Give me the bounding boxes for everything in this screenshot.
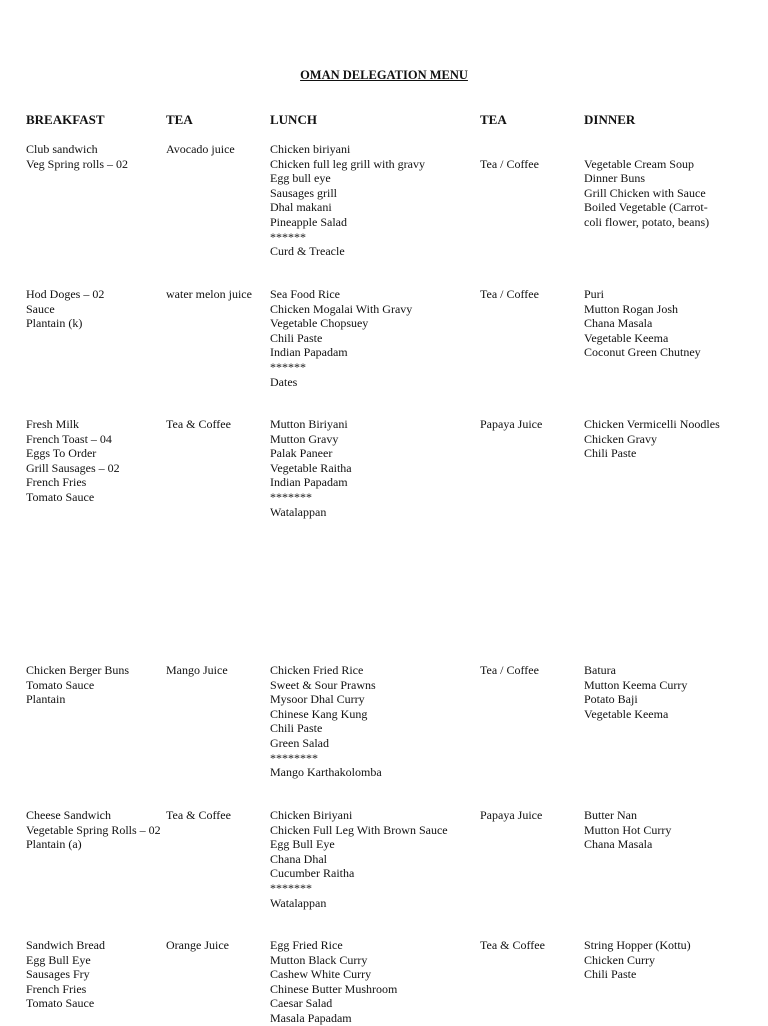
dinner-cell — [584, 287, 701, 360]
menu-item: Mutton Biriyani — [270, 417, 348, 431]
menu-item: Tomato Sauce — [26, 677, 95, 692]
menu-item: Puri — [584, 287, 605, 301]
breakfast-cell — [26, 938, 105, 1011]
menu-item: ******* — [270, 880, 312, 895]
menu-item: Mutton Keema Curry — [584, 677, 688, 692]
header-dinner: DINNER — [584, 112, 636, 127]
menu-item: Vegetable Cream Soup — [584, 156, 694, 171]
menu-item: Chinese Kang Kung — [270, 706, 368, 721]
lunch-cell — [270, 142, 425, 259]
menu-item: Cheese Sandwich — [26, 808, 111, 822]
menu-item: Chicken Berger Buns — [26, 663, 130, 677]
menu-item: Chicken Fried Rice — [270, 663, 364, 677]
afternoon-tea-cell — [480, 287, 539, 302]
menu-item: ******* — [270, 489, 312, 504]
lunch-cell — [270, 808, 448, 910]
menu-item: Hod Doges – 02 — [26, 287, 105, 301]
breakfast-cell — [26, 663, 129, 707]
menu-item: Plantain (a) — [26, 837, 82, 852]
menu-item: Pineapple Salad — [270, 214, 347, 229]
menu-item: Eggs To Order — [26, 446, 97, 461]
menu-item: Veg Spring rolls – 02 — [26, 156, 128, 171]
menu-item: Chicken Full Leg With Brown Sauce — [270, 822, 448, 837]
breakfast-cell — [26, 808, 161, 852]
menu-item: Sea Food Rice — [270, 287, 340, 301]
menu-item: Egg Bull Eye — [26, 952, 91, 967]
lunch-cell — [270, 417, 352, 519]
menu-item: Tea & Coffee — [166, 808, 231, 822]
menu-item: Cucumber Raitha — [270, 866, 355, 881]
breakfast-cell — [26, 287, 104, 331]
menu-item: Sausages grill — [270, 185, 337, 200]
menu-item: Chicken Mogalai With Gravy — [270, 301, 413, 316]
header-lunch: LUNCH — [270, 112, 317, 127]
menu-item: Mutton Black Curry — [270, 952, 368, 967]
menu-item: Mango Karthakolomba — [270, 765, 382, 780]
tea-cell — [166, 287, 252, 302]
menu-item: Coconut Green Chutney — [584, 345, 701, 360]
menu-item: coli flower, potato, beans) — [584, 214, 710, 229]
menu-item: ****** — [270, 359, 306, 374]
dinner-cell — [584, 938, 691, 982]
menu-item: Vegetable Keema — [584, 330, 669, 345]
afternoon-tea-cell — [480, 808, 542, 823]
menu-item: Watalappan — [270, 895, 327, 910]
menu-item: Tea / Coffee — [480, 156, 539, 171]
dinner-cell — [584, 417, 720, 461]
tea-cell — [166, 417, 231, 432]
menu-item: Chicken biriyani — [270, 142, 351, 156]
header-tea-1: TEA — [166, 112, 193, 127]
tea-cell — [166, 808, 231, 823]
menu-item: Indian Papadam — [270, 345, 348, 360]
afternoon-tea-cell — [480, 417, 542, 432]
menu-item: Chili Paste — [584, 967, 637, 982]
menu-item: Chicken Vermicelli Noodles — [584, 417, 720, 431]
menu-item: ****** — [270, 229, 306, 244]
menu-item: Chicken Curry — [584, 952, 655, 967]
afternoon-tea-cell — [480, 938, 545, 953]
menu-item: Chinese Butter Mushroom — [270, 981, 398, 996]
menu-item: Masala Papadam — [270, 1010, 352, 1025]
breakfast-cell — [26, 142, 128, 171]
header-tea-2: TEA — [480, 112, 507, 127]
menu-item: Fresh Milk — [26, 417, 80, 431]
menu-item: Grill Chicken with Sauce — [584, 185, 706, 200]
menu-item: Chicken Gravy — [584, 431, 657, 446]
lunch-cell — [270, 938, 397, 1026]
dinner-cell — [584, 663, 687, 721]
breakfast-cell — [26, 417, 120, 505]
menu-item: Boiled Vegetable (Carrot- — [584, 200, 708, 215]
menu-item — [480, 142, 539, 157]
menu-item: Egg Fried Rice — [270, 938, 343, 952]
menu-item: String Hopper (Kottu) — [584, 938, 691, 952]
menu-item: Plantain — [26, 692, 66, 707]
menu-item: Vegetable Raitha — [270, 460, 352, 475]
tea-cell — [166, 938, 229, 953]
menu-item: Tomato Sauce — [26, 489, 95, 504]
menu-item: Egg bull eye — [270, 171, 331, 186]
menu-item: Orange Juice — [166, 938, 229, 952]
menu-item: Cashew White Curry — [270, 967, 372, 982]
menu-item: Tea / Coffee — [480, 663, 539, 677]
menu-item: Dhal makani — [270, 200, 332, 215]
tea-cell — [166, 663, 228, 678]
menu-item: Chana Masala — [584, 837, 653, 852]
menu-item: Tea & Coffee — [166, 417, 231, 431]
menu-item: ******** — [270, 750, 318, 765]
menu-item: Plantain (k) — [26, 316, 83, 331]
tea-cell — [166, 142, 235, 157]
menu-item: Chili Paste — [584, 446, 637, 461]
lunch-cell — [270, 663, 382, 780]
menu-item: Avocado juice — [166, 142, 235, 156]
menu-item: Mutton Rogan Josh — [584, 301, 679, 316]
menu-item: Mysoor Dhal Curry — [270, 692, 365, 707]
menu-item: Palak Paneer — [270, 446, 333, 461]
menu-item: Sweet & Sour Prawns — [270, 677, 376, 692]
menu-item: Chili Paste — [270, 721, 323, 736]
menu-item: French Toast – 04 — [26, 431, 112, 446]
menu-item: Grill Sausages – 02 — [26, 460, 120, 475]
menu-item: Sauce — [26, 301, 55, 316]
afternoon-tea-cell — [480, 663, 539, 678]
menu-item: Mutton Hot Curry — [584, 822, 672, 837]
menu-item: Club sandwich — [26, 142, 98, 156]
menu-item: Dates — [270, 374, 298, 389]
menu-item: Sausages Fry — [26, 967, 90, 982]
menu-item: Chicken Biriyani — [270, 808, 353, 822]
menu-item: Curd & Treacle — [270, 244, 345, 259]
menu-item: French Fries — [26, 475, 87, 490]
menu-item: Chana Masala — [584, 316, 653, 331]
menu-item: Dinner Buns — [584, 171, 645, 186]
menu-item: Tomato Sauce — [26, 996, 95, 1011]
menu-item: Mango Juice — [166, 663, 228, 677]
afternoon-tea-cell — [480, 142, 539, 171]
menu-item: Caesar Salad — [270, 996, 333, 1011]
dinner-cell — [584, 808, 671, 852]
menu-item: French Fries — [26, 981, 87, 996]
menu-item: Chili Paste — [270, 330, 323, 345]
menu-item: Sandwich Bread — [26, 938, 105, 952]
menu-item: Tea & Coffee — [480, 938, 545, 952]
menu-item: Indian Papadam — [270, 475, 348, 490]
menu-item: Egg Bull Eye — [270, 837, 335, 852]
dinner-cell — [584, 142, 709, 230]
menu-item: Chana Dhal — [270, 851, 327, 866]
menu-item: Green Salad — [270, 735, 329, 750]
menu-item: Papaya Juice — [480, 417, 543, 431]
menu-item: Mutton Gravy — [270, 431, 339, 446]
menu-item — [584, 142, 709, 157]
page-title: OMAN DELEGATION MENU — [300, 68, 468, 82]
menu-item: Batura — [584, 663, 616, 677]
lunch-cell — [270, 287, 412, 389]
menu-item: Tea / Coffee — [480, 287, 539, 301]
menu-item: Vegetable Spring Rolls – 02 — [26, 822, 161, 837]
menu-item: Vegetable Chopsuey — [270, 316, 369, 331]
menu-item: Watalappan — [270, 504, 327, 519]
menu-item: Butter Nan — [584, 808, 637, 822]
menu-item: Chicken full leg grill with gravy — [270, 156, 425, 171]
menu-item: Potato Baji — [584, 692, 638, 707]
header-breakfast: BREAKFAST — [26, 112, 105, 127]
menu-item: Papaya Juice — [480, 808, 543, 822]
menu-item: Vegetable Keema — [584, 706, 669, 721]
menu-item: water melon juice — [166, 287, 252, 301]
